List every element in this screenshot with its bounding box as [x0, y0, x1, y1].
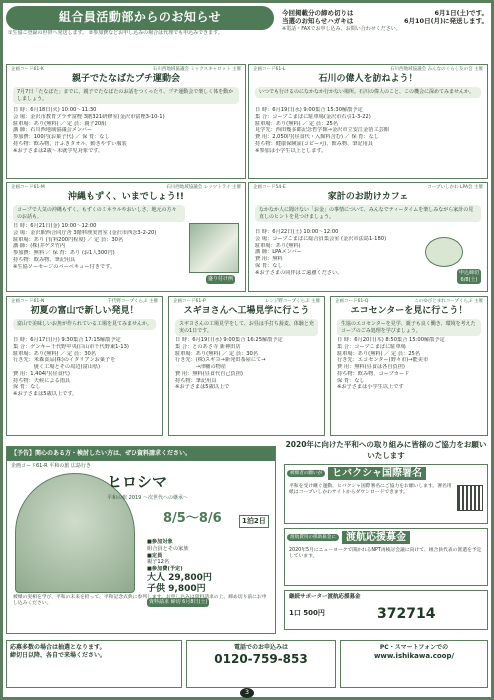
footer	[6, 640, 488, 692]
web-label: PC・スマートフォンでの	[379, 644, 449, 651]
detail-line: 焼く工場とその周辺(富山県)	[13, 364, 101, 370]
detail-line: 集 合：とのあさ寺 新神田店	[175, 343, 241, 350]
detail-line: 日 時：6月17日(月) 9:30集合 17:15解散予定	[13, 337, 121, 343]
tour-price-adult: 大人 29,800円	[147, 572, 212, 583]
detail-line: 持ち物：飲み物、コープカード	[337, 370, 410, 377]
event-box-61k[interactable]	[6, 64, 246, 179]
event-org: コープいしかわ LPA会 主催	[427, 185, 483, 190]
fund-tag: 渡航費用の援助募金に	[287, 534, 339, 542]
event-code: 企画コード61-N	[11, 299, 45, 304]
event-box-61p[interactable]	[168, 296, 325, 436]
detail-line: 持ち物：健康保険証(コピー可)、飲み物、筆記用具	[255, 140, 373, 147]
tour-line: 組合員とその家族	[147, 545, 189, 552]
detail-line: →津幡の物産	[175, 364, 227, 370]
event-title: 家計のお助けカフェ	[327, 192, 409, 202]
detail-line: 行き先：米森食品(株)のイタリアンお菓子を	[13, 357, 116, 364]
detail-line: 駐車場：あり(無料) ／ 定 員：25名	[337, 350, 421, 357]
detail-line: 持ち物：飲み物、筆記用具	[13, 256, 76, 263]
mascot-icon	[425, 237, 463, 267]
detail-line: ※お子さまは小学生以上です	[337, 384, 404, 391]
peace-tour-box[interactable]	[6, 446, 276, 634]
detail-line: 行き先：(株)スギヨ→新発田茶屋にて→	[175, 357, 266, 364]
fund-title: 渡航応援募金	[342, 531, 410, 544]
detail-line: 見学先：西田幾多郎記念哲学館→金沢市立安江金箔工芸館	[255, 127, 390, 134]
footer-notes	[6, 640, 182, 688]
event-intro: 富山で美味しいお魚が作られている工場を見てみませんか。	[13, 319, 156, 330]
tour-list-head: ■参加対象	[147, 539, 173, 545]
deadline-info	[282, 9, 488, 32]
detail-line: 集 合：ゲンキー千代野中央(白山市千代野東1-13)	[13, 343, 129, 350]
detail-line: 持ち物：天候による雨具	[13, 377, 71, 384]
hibakusha-title: ヒバクシャ国際署名	[328, 467, 426, 480]
peace-section	[284, 440, 488, 636]
event-intro: いつでも行けるのになかなか行かない場所。石川の偉人のこと、この機会に深めてみませんか。	[255, 87, 481, 98]
event-details	[255, 107, 481, 154]
event-details	[13, 223, 185, 270]
page-title: 組合員活動部からのお知らせ	[6, 6, 274, 30]
event-code: 企画コード54-E	[253, 185, 286, 190]
event-box-61q[interactable]	[330, 296, 488, 436]
detail-line: 行き先：エコセンター(野々市)→能美市	[337, 357, 429, 364]
detail-line: ※参加は小学生以上とします。	[255, 147, 327, 154]
hibakusha-text: 平和を受け継ぐ運動、ヒバクシャ国際署名にご協力をお願いします。署名用紙はコープいしかわサイトからダウンロードできます。	[289, 484, 452, 496]
detail-line: 会 場：金沢市教育プラザ富樫 3階321研修室(金沢市富樫3-10-1)	[13, 113, 165, 120]
tour-year: 2019	[128, 495, 142, 501]
detail-line: 日 時：6月19日(水) 9:00集合 16:25解散予定	[175, 337, 283, 343]
event-title: エコセンターを見に行こう！	[350, 306, 468, 316]
event-box-54e[interactable]	[248, 182, 488, 292]
event-org: 石川西地域協議会 ミックスキャロット 主催	[152, 67, 241, 72]
event-details	[13, 337, 156, 398]
account-unit: 1口 500円	[289, 609, 325, 617]
tour-desc: 被爆の実相を学び、平和の未来を担って、平和記念式典に参列します。お申し込みは資料請求の上、締め切り前にお申し込みください。	[13, 595, 267, 607]
tour-subtitle	[107, 495, 188, 502]
donation-account	[284, 590, 488, 630]
event-intro: 生協のエコセンターを見学、親子も良く働き、環境を考えたコープのごみ処理を学びましょう。	[337, 319, 481, 336]
footer-phone-box[interactable]	[186, 640, 336, 688]
tour-subtitle-text: 平和の旅	[107, 495, 128, 501]
detail-line: ※お子さまは2歳～未就学児対象です。	[13, 147, 104, 154]
event-code: 企画コード61-K	[11, 67, 44, 72]
account-label: 継続サポーター渡航応援募金	[289, 594, 361, 600]
event-org: 千代野コープくらぶ 主催	[107, 299, 158, 304]
detail-line: 日 時：6月18日(火) 10:00～11:30	[13, 107, 97, 113]
detail-line: ※お子さまは5歳以上です。	[13, 391, 78, 397]
event-title: 沖縄もずく、いまでしょう!!	[67, 192, 185, 202]
footer-note-2: 締切日以降、各自で来場ください。	[10, 651, 107, 659]
header-notes	[8, 30, 278, 37]
event-code: 企画コード61-P	[173, 299, 206, 304]
tour-nights: 1泊2日	[239, 515, 269, 528]
deadline-sub: ※電話・FAXでお申し込み、お問い合わせください。	[282, 25, 401, 32]
deadline-badge: 申込締切 6/8(土)	[459, 270, 480, 283]
tour-line: ■参加費(予定)	[147, 566, 183, 572]
event-org: 石川西地域協議会 みんなのくらし友の会 主催	[390, 67, 483, 72]
detail-line: 駐車場：あり (有料200円程度) ／ 定 員：30名	[13, 236, 124, 243]
detail-line: 費 用：2,050円(昼食代・入館料含む) ／ 保 育：なし	[255, 134, 380, 140]
tour-line: ■定員	[147, 552, 163, 559]
detail-line: 費 用：1,404円(昼食代)	[13, 370, 70, 377]
detail-line: 保 育：なし	[255, 262, 283, 269]
detail-line: 費 用：無料(昼食は各自負担)	[337, 364, 405, 370]
deadline-line2: 当選のお知らせハガキは	[282, 17, 354, 26]
detail-line: 駐車場：あり(無料) ／ 定 員：25名	[255, 120, 339, 127]
detail-line: 日 時：6月20日(木) 8:50集合 15:00解散予定	[337, 337, 445, 343]
header-note-2: ②参加費などお申し込みの場合は代理でも申込みできます。	[88, 30, 223, 36]
event-intro: コープで人気の沖縄もずく。もずくのミネラルやおいしさ、地元の方々のお話も。	[13, 205, 185, 222]
event-details	[255, 229, 427, 276]
fund-box[interactable]	[284, 528, 488, 586]
hibakusha-box[interactable]	[284, 464, 488, 524]
event-details	[175, 337, 318, 391]
hibakusha-tag: 被爆者の願いが	[287, 470, 325, 478]
event-intro: なかなか人に聞けない「お金」の事情について、みんなでティータイムを楽しみながら家計の見直しのヒントを見つけましょう。	[255, 205, 481, 222]
footer-web-box[interactable]	[340, 640, 488, 688]
fund-text: 2020年5月にニューヨークで開かれるNPT再検討会議に向けて、組合員代表の派遣を予定しています。	[289, 548, 482, 560]
tour-price-child: 子供 9,800円	[147, 584, 206, 595]
event-code: 企画コード61-M	[11, 185, 45, 190]
event-org: 石川西地域協議会 レッツトライ 主催	[166, 185, 241, 190]
web-url[interactable]: www.ishikawa.coop/	[373, 651, 455, 660]
tour-title: ヒロシマ	[107, 473, 168, 491]
phone-number[interactable]: 0120-759-853	[214, 651, 308, 666]
mozuku-photo	[189, 223, 239, 273]
event-code: 企画コード61-Q	[335, 299, 369, 304]
detail-line: 駐車場：あり(無料) ／ 定 員：親子20組	[13, 120, 107, 127]
detail-line: 保 育：なし	[13, 384, 41, 391]
detail-line: ※お子さまの同伴はご遠慮ください。	[255, 269, 343, 276]
detail-line: 日 時：6月21日(金) 10:00～12:00	[13, 223, 97, 229]
tour-subtitle2: ～次世代への継承～	[142, 495, 188, 501]
detail-line: ※お子さまは5歳以上で	[175, 384, 230, 391]
event-title: 親子でたなばたプチ運動会	[71, 74, 180, 84]
tour-deadline: 資料請求 締切 6月8日(土)	[149, 599, 208, 606]
event-code: 企画コード61-L	[253, 67, 286, 72]
event-box-61l[interactable]	[248, 64, 488, 179]
footer-note-1: 応募多数の場合は抽選となります。	[10, 644, 106, 651]
event-org: レンジ野コープくらぶ 主催	[265, 299, 320, 304]
detail-line: 持ち物：飲み物、汗ふきタオル、動きやすい服装	[13, 140, 127, 147]
event-box-61m[interactable]	[6, 182, 246, 292]
page-number: 3	[240, 688, 254, 698]
detail-line: 講 師：石川西地域協議会メンバー	[13, 127, 93, 134]
qr-code-icon[interactable]	[457, 485, 483, 511]
detail-line: 駐車場：あり(無料) ／ 定 員：30名	[13, 350, 97, 357]
detail-line: 日 時：6月22日(土) 10:00～12:00	[255, 229, 339, 235]
detail-line: 駐車場：あり(無料)	[255, 242, 301, 249]
tour-notice: 【予告】関心のある方・検討したい方は、ぜひ資料請求ください。	[7, 447, 275, 461]
detail-line: 保 育：なし	[337, 377, 365, 384]
event-title: 石川の偉人を訪ねよう！	[318, 74, 418, 84]
detail-line: 費 用：無料(昼食代自己負担)	[175, 370, 243, 377]
event-org: このゆびとまれコープくらぶ 主催	[414, 299, 483, 304]
event-title: 初夏の富山で新しい発見！	[30, 306, 139, 316]
tour-date: 8/5～8/6	[163, 511, 222, 526]
detail-line: 参加費：100円(お菓子代) ／ 保 育：なし	[13, 134, 110, 140]
deadline-date2: 6月10日(月)に発送します。	[404, 17, 488, 26]
detail-line: ※生協ソーセージのバーベキュー付きです。	[13, 263, 116, 270]
phone-label: 電話でのお申込みは	[233, 644, 288, 651]
detail-line: 講 師：(株)井ゲタ竹内	[13, 243, 66, 250]
header	[6, 6, 488, 34]
event-box-61n[interactable]	[6, 296, 163, 436]
tour-line: 親子12名	[147, 559, 170, 566]
detail-line: 費 用：無料	[255, 256, 283, 262]
detail-line: 持ち物：筆記用具	[175, 377, 217, 384]
account-number: 372714	[377, 606, 436, 622]
event-intro: 7月7日「たなばた」までに、親子でたなばたのお話をつくったり、プチ運動会で楽しく体を動かしましょう。	[13, 87, 239, 104]
detail-line: 集 合：コープこまばに駐車場(金沢市石引1-3-22)	[255, 113, 371, 120]
header-note-1: ①生協ご登録の世帯へ発送します。	[8, 30, 88, 36]
deadline-line1: 今回掲載分の締め切りは	[282, 9, 354, 17]
peace-heading: 2020年に向けた平和への取り組みに皆様のご協力をお願いいたします	[285, 440, 487, 460]
detail-line: 参加費：無料 ／ 保 育：あり (お1人300円)	[13, 250, 115, 256]
event-title: スギヨさんへ工場見学に行こう	[183, 306, 310, 316]
event-details	[337, 337, 481, 391]
detail-line: 日 時：6月19日(水) 9:00集合 15:30解散予定	[255, 107, 363, 113]
photo-caption: 盛り付け例	[207, 276, 233, 282]
detail-line: 講 師：LPAメンバー	[255, 249, 302, 256]
event-details	[13, 107, 239, 154]
event-intro: スギヨさんの工場見学をして、お昼は手打ち蕎麦、体験と充実の1日です。	[175, 319, 318, 336]
detail-line: 駐車場：あり(無料) ／ 定 員：30名	[175, 350, 259, 357]
deadline-date1: 6月1日(土)です。	[434, 9, 488, 17]
detail-line: 会 場：金沢駅西合同庁舎 3階料理実習室 (金沢市西念3-2-20)	[13, 229, 157, 236]
detail-line: 集 合：コープこまばに駐車場	[337, 343, 406, 350]
detail-line: 会 場：コープこまばに総合員集会室 (金沢市法島1-180)	[255, 235, 387, 242]
tour-code: 企画コード61-R 平和の旅 広島行き	[11, 463, 91, 469]
